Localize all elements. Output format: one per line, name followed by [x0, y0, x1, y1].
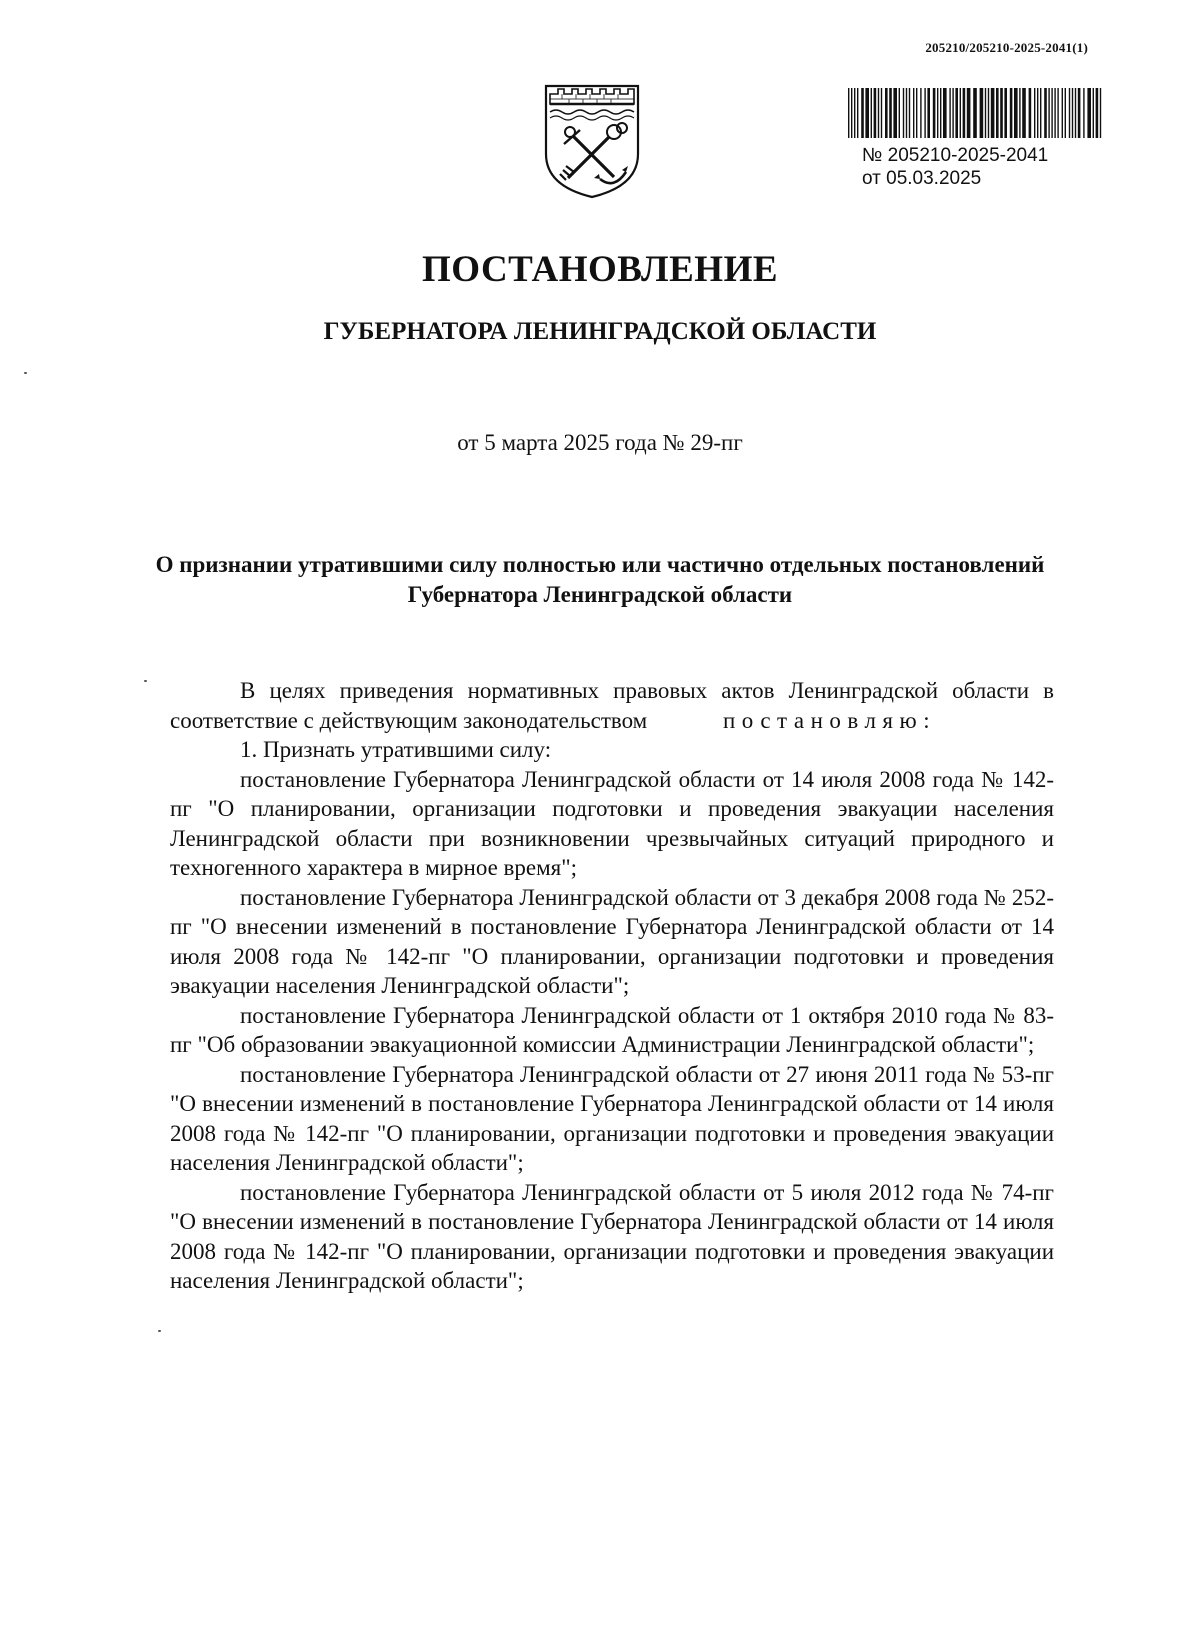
registration-block — [846, 88, 1104, 190]
scan-speck — [158, 1330, 161, 1332]
repealed-item: постановление Губернатора Ленинградской области от 3 декабря 2008 года № 252-пг "О внесении изменений в постановление Губернатора Ленинградской области от 14 июля 2008 года № 142-пг "О планировании, организации подготовки и проведения эвакуации населения Ленинградской области"; — [170, 884, 1054, 998]
scan-speck — [24, 372, 27, 374]
preamble-paragraph — [170, 676, 1054, 735]
document-date-number: от 5 марта 2025 года № 29-пг — [457, 430, 743, 455]
registration-date: от 05.03.2025 — [862, 168, 982, 189]
repealed-item: постановление Губернатора Ленинградской области от 14 июля 2008 года № 142-пг "О планировании, организации подготовки и проведения эвакуации населения Ленинградской области при возникновении чрезвычайных ситуаций природного и техногенного характера в мирное время"; — [170, 766, 1054, 880]
coat-of-arms-icon — [542, 82, 642, 200]
document-type-heading: ПОСТАНОВЛЕНИЕ — [421, 249, 779, 290]
barcode-icon — [846, 88, 1104, 138]
repealed-item: постановление Губернатора Ленинградской области от 27 июня 2011 года № 53-пг "О внесении изменений в постановление Губернатора Ленинградской области от 14 июля 2008 года № 142-пг "О планировании, организации подготовки и проведения эвакуации населения Ленинградской области"; — [170, 1061, 1054, 1175]
document-reference-code: 205210/205210-2025-2041(1) — [925, 40, 1088, 55]
document-title: О признании утратившими силу полностью или частично отдельных постановлений Губернатора Ленинградской области — [155, 552, 1045, 607]
scan-speck — [144, 680, 147, 682]
repealed-item: постановление Губернатора Ленинградской области от 5 июля 2012 года № 74-пг "О внесении изменений в постановление Губернатора Ленинградской области от 14 июля 2008 года № 142-пг "О планировании, организации подготовки и проведения эвакуации населения Ленинградской области"; — [170, 1179, 1054, 1293]
repealed-item: постановление Губернатора Ленинградской области от 1 октября 2010 года № 83-пг "Об образовании эвакуационной комиссии Администрации Ленинградской области"; — [170, 1002, 1054, 1057]
issuer-heading: ГУБЕРНАТОРА ЛЕНИНГРАДСКОЙ ОБЛАСТИ — [323, 318, 877, 345]
registration-number: № 205210-2025-2041 — [862, 145, 1049, 166]
document-body — [170, 676, 1054, 1296]
preamble-text: В целях приведения нормативных правовых актов Ленинградской области в соответствие с действующим законодательством — [170, 678, 1054, 733]
decree-word: постановляю: — [722, 707, 937, 733]
clause-1: 1. Признать утратившими силу: — [240, 737, 552, 762]
